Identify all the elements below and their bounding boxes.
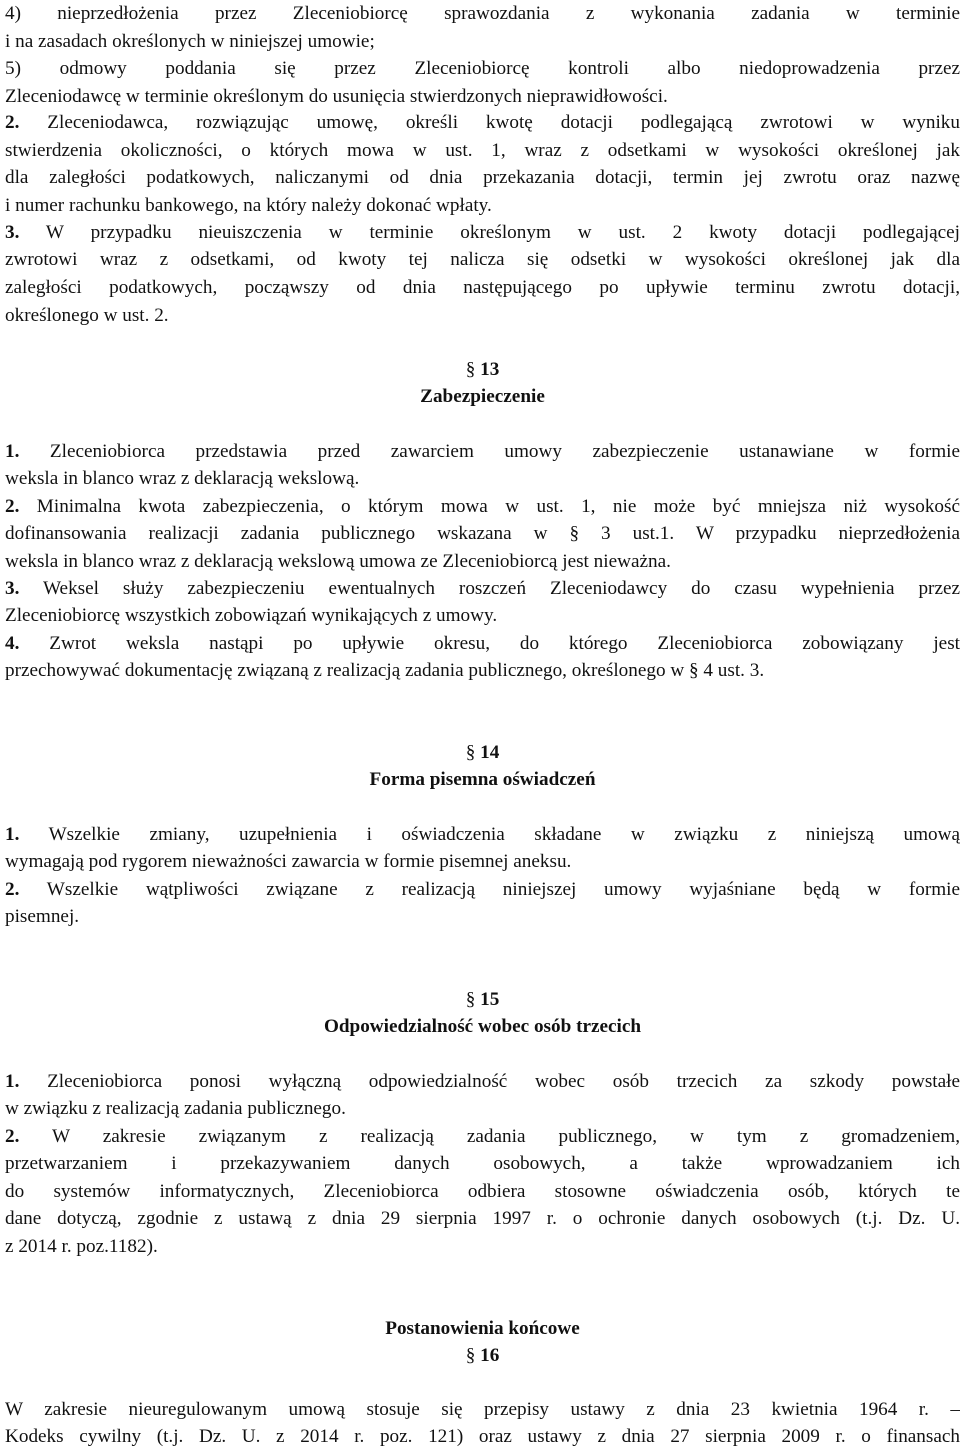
line-text: Minimalna kwota zabezpieczenia, o którym mowa w ust. 1, nie może być mniejsza niż wysokość bbox=[19, 496, 960, 517]
section-sign: § bbox=[465, 989, 476, 1010]
paragraph-line bbox=[5, 1095, 960, 1122]
line-text: Postanowienia końcowe bbox=[385, 1318, 580, 1339]
line-text: Zleceniobiorca przedstawia przed zawarciem umowy zabezpieczenie ustanawiane w formie bbox=[19, 441, 960, 462]
paragraph-line bbox=[5, 55, 960, 82]
line-text: dla zaległości podatkowych, naliczanymi od dnia przekazania dotacji, termin jej zwrotu oraz nazwę bbox=[5, 167, 960, 188]
paragraph-line bbox=[5, 28, 960, 55]
item-number: 3. bbox=[5, 222, 20, 243]
paragraph-line bbox=[5, 575, 960, 602]
line-text: stwierdzenia okoliczności, o których mowa w ust. 1, wraz z odsetkami w wysokości określonej jak bbox=[5, 140, 960, 161]
paragraph-line bbox=[5, 1233, 960, 1260]
item-number: 1. bbox=[5, 1071, 20, 1092]
line-text: W przypadku nieuiszczenia w terminie określonym w ust. 2 kwoty dotacji podlegającej bbox=[19, 222, 960, 243]
line-text: weksla in blanco wraz z deklaracją wekslową. bbox=[5, 468, 360, 489]
line-text: 16 bbox=[480, 1345, 500, 1366]
section-sign: § bbox=[465, 742, 476, 763]
paragraph-line bbox=[5, 630, 960, 657]
section-heading bbox=[5, 739, 960, 766]
line-text: i na zasadach określonych w niniejszej umowie; bbox=[5, 31, 375, 52]
section-heading bbox=[5, 986, 960, 1013]
paragraph-line bbox=[5, 219, 960, 246]
line-text: dane dotyczą, zgodnie z ustawą z dnia 29 sierpnia 1997 r. o ochronie danych osobowych (t.j. Dz. U. bbox=[5, 1208, 960, 1229]
line-text: Wszelkie wątpliwości związane z realizacją niniejszej umowy wyjaśniane będą w formie bbox=[19, 879, 960, 900]
item-number: 3. bbox=[5, 578, 20, 599]
section-heading bbox=[5, 1013, 960, 1040]
line-text: Forma pisemna oświadczeń bbox=[369, 769, 596, 790]
section-heading bbox=[5, 356, 960, 383]
paragraph-line bbox=[5, 548, 960, 575]
paragraph-line bbox=[5, 821, 960, 848]
paragraph-line bbox=[5, 1178, 960, 1205]
line-text: W zakresie nieuregulowanym umową stosuje się przepisy ustawy z dnia 23 kwietnia 1964 r. – bbox=[5, 1399, 960, 1420]
paragraph-line bbox=[5, 1150, 960, 1177]
line-text: zaległości podatkowych, począwszy od dnia następującego po upływie terminu zwrotu dotacji, bbox=[5, 277, 960, 298]
line-text: i numer rachunku bankowego, na który należy dokonać wpłaty. bbox=[5, 195, 492, 216]
paragraph-line bbox=[5, 0, 960, 27]
section-heading bbox=[5, 1342, 960, 1369]
paragraph-line bbox=[5, 109, 960, 136]
section-heading bbox=[5, 383, 960, 410]
line-text: Zleceniodawcę w terminie określonym do usunięcia stwierdzonych nieprawidłowości. bbox=[5, 86, 668, 107]
section-heading bbox=[5, 766, 960, 793]
line-text: pisemnej. bbox=[5, 906, 80, 927]
paragraph-line bbox=[5, 137, 960, 164]
paragraph-line bbox=[5, 192, 960, 219]
paragraph-line bbox=[5, 520, 960, 547]
line-text: W zakresie związanym z realizacją zadania publicznego, w tym z gromadzeniem, bbox=[19, 1126, 960, 1147]
line-text: 13 bbox=[480, 359, 500, 380]
item-number: 2. bbox=[5, 112, 20, 133]
paragraph-line bbox=[5, 83, 960, 110]
section-sign: § bbox=[465, 359, 476, 380]
line-text: Zabezpieczenie bbox=[420, 386, 545, 407]
paragraph-line bbox=[5, 246, 960, 273]
line-text: Odpowiedzialność wobec osób trzecich bbox=[323, 1016, 642, 1037]
line-text: Zleceniobiorcę wszystkich zobowiązań wynikających z umowy. bbox=[5, 605, 498, 626]
line-text: z 2014 r. poz.1182). bbox=[5, 1236, 158, 1257]
paragraph-line bbox=[5, 465, 960, 492]
item-number: 1. bbox=[5, 441, 20, 462]
line-text: Wszelkie zmiany, uzupełnienia i oświadczenia składane w związku z niniejszą umową bbox=[19, 824, 960, 845]
paragraph-line bbox=[5, 493, 960, 520]
line-text: przechowywać dokumentację związaną z realizacją zadania publicznego, określonego w § 4 ust. 3. bbox=[5, 660, 765, 681]
line-text: 14 bbox=[480, 742, 500, 763]
line-text: Zleceniobiorca ponosi wyłączną odpowiedzialność wobec osób trzecich za szkody powstałe bbox=[19, 1071, 960, 1092]
line-text: zwrotowi wraz z odsetkami, od kwoty tej nalicza się odsetki w wysokości określonej jak dla bbox=[5, 249, 960, 270]
section-sign: § bbox=[465, 1345, 476, 1366]
line-text: Kodeks cywilny (t.j. Dz. U. z 2014 r. poz. 121) oraz ustawy z dnia 27 sierpnia 2009 r. o finansach bbox=[5, 1426, 960, 1447]
paragraph-line bbox=[5, 1123, 960, 1150]
line-text: weksla in blanco wraz z deklaracją wekslową umowa ze Zleceniobiorcą jest nieważna. bbox=[5, 551, 671, 572]
paragraph-line bbox=[5, 602, 960, 629]
line-text: 15 bbox=[480, 989, 500, 1010]
line-text: przetwarzaniem i przekazywaniem danych osobowych, a także wprowadzaniem ich bbox=[5, 1153, 960, 1174]
item-number: 4. bbox=[5, 633, 20, 654]
line-text: Zleceniodawca, rozwiązując umowę, określi kwotę dotacji podlegającą zwrotowi w wyniku bbox=[19, 112, 960, 133]
section-heading bbox=[5, 1315, 960, 1342]
line-text: Weksel służy zabezpieczeniu ewentualnych roszczeń Zleceniodawcy do czasu wypełnienia przez bbox=[19, 578, 960, 599]
paragraph-line bbox=[5, 274, 960, 301]
item-number: 2. bbox=[5, 1126, 20, 1147]
line-text: Zwrot weksla nastąpi po upływie okresu, do którego Zleceniobiorca zobowiązany jest bbox=[19, 633, 960, 654]
paragraph-line bbox=[5, 164, 960, 191]
line-text: do systemów informatycznych, Zleceniobiorca odbiera stosowne oświadczenia osób, których te bbox=[5, 1181, 960, 1202]
line-text: wymagają pod rygorem nieważności zawarcia w formie pisemnej aneksu. bbox=[5, 851, 572, 872]
paragraph-line bbox=[5, 657, 960, 684]
item-number: 1. bbox=[5, 824, 20, 845]
paragraph-line bbox=[5, 876, 960, 903]
line-text: dofinansowania realizacji zadania publicznego wskazana w § 3 ust.1. W przypadku nieprzedłożenia bbox=[5, 523, 960, 544]
item-number: 2. bbox=[5, 496, 20, 517]
paragraph-line bbox=[5, 1068, 960, 1095]
paragraph-line bbox=[5, 438, 960, 465]
paragraph-line bbox=[5, 1423, 960, 1450]
paragraph-line bbox=[5, 1205, 960, 1232]
line-text: określonego w ust. 2. bbox=[5, 305, 169, 326]
line-text: w związku z realizacją zadania publicznego. bbox=[5, 1098, 346, 1119]
line-text: 5) odmowy poddania się przez Zleceniobiorcę kontroli albo niedoprowadzenia przez bbox=[5, 58, 960, 79]
item-number: 2. bbox=[5, 879, 20, 900]
paragraph-line bbox=[5, 903, 960, 930]
paragraph-line bbox=[5, 848, 960, 875]
paragraph-line bbox=[5, 1396, 960, 1423]
paragraph-line bbox=[5, 302, 960, 329]
line-text: 4) nieprzedłożenia przez Zleceniobiorcę sprawozdania z wykonania zadania w terminie bbox=[5, 3, 960, 24]
